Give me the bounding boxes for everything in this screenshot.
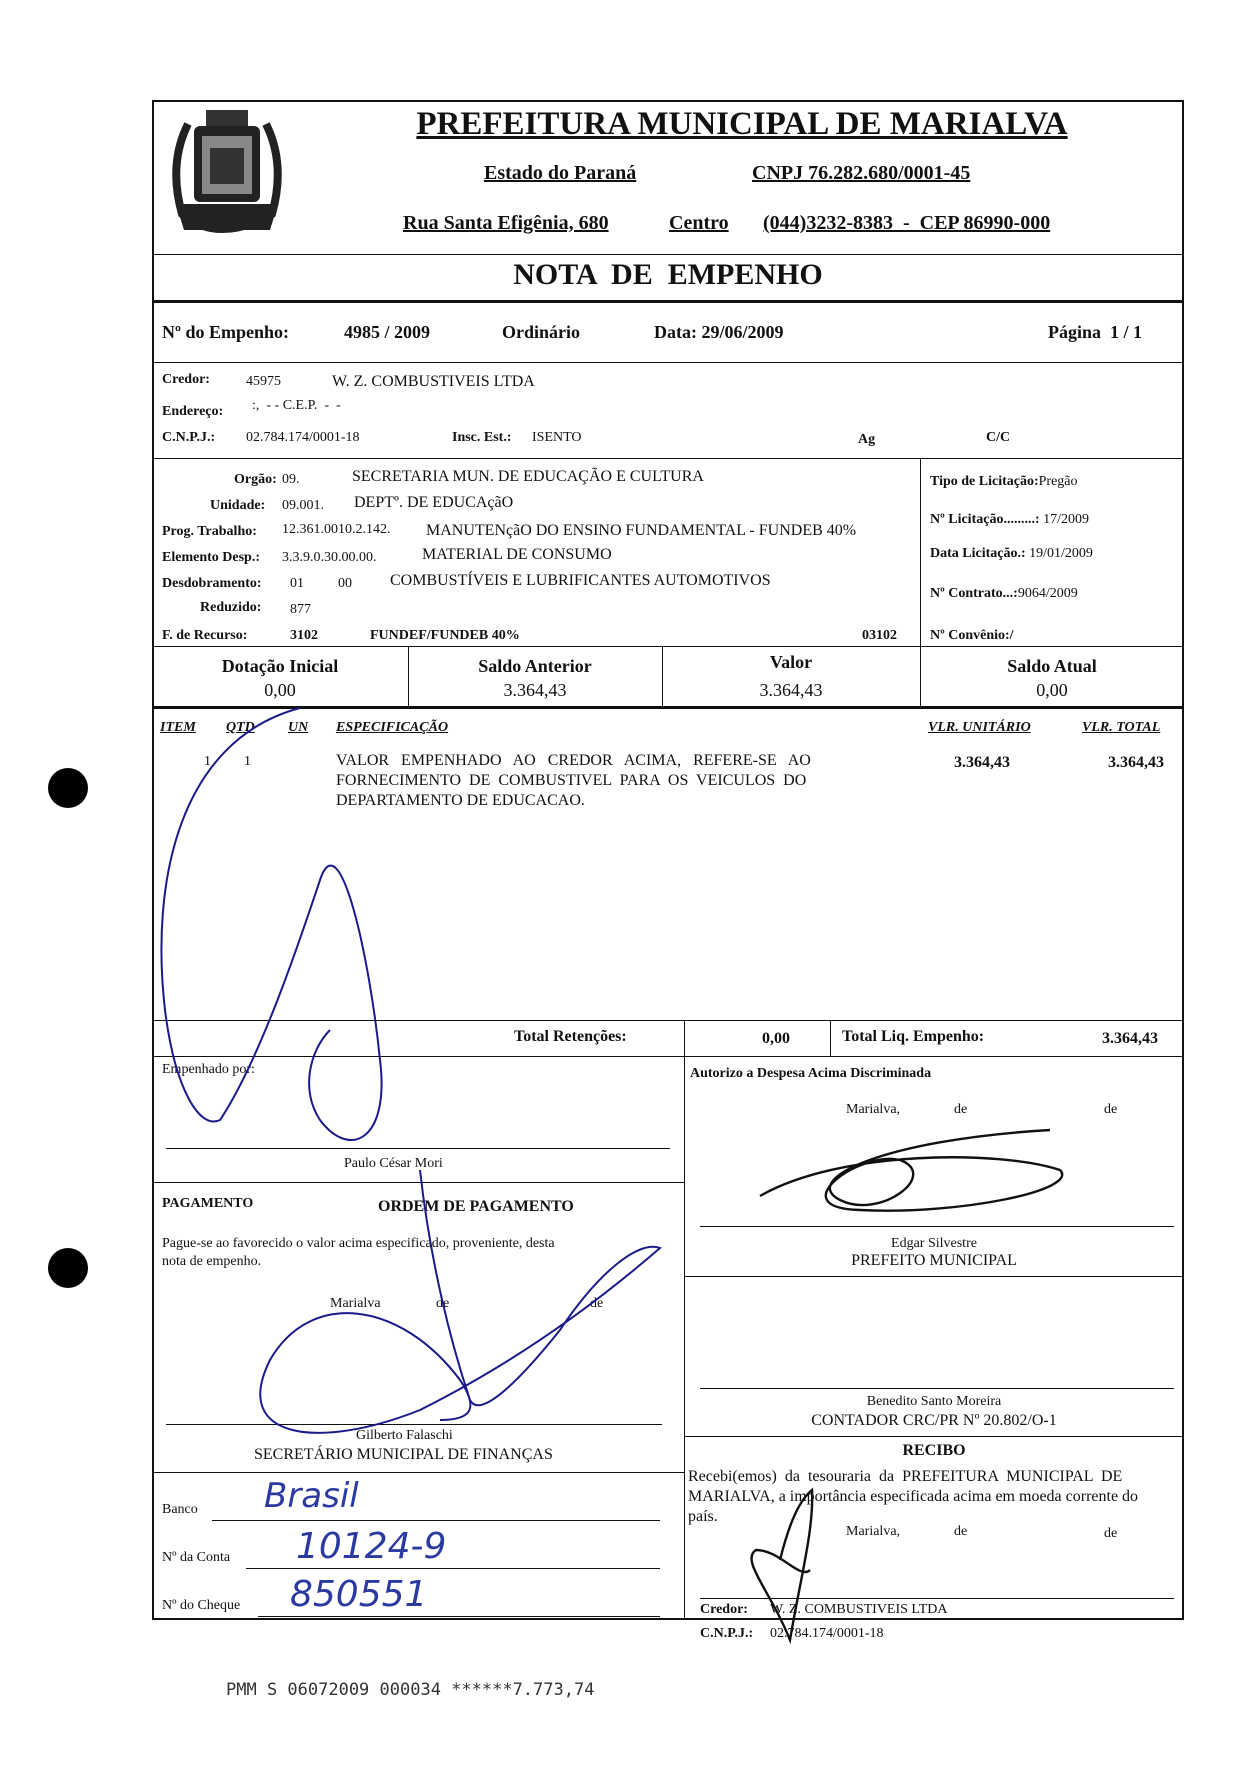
signature-secretario [260,1170,660,1433]
prog-label: Prog. Trabalho: [162,524,257,539]
unidade-label: Unidade: [210,498,266,513]
elemento-label: Elemento Desp.: [162,550,260,565]
endereco-label: Endereço: [162,404,224,419]
item-vlr-total: 3.364,43 [1108,754,1164,771]
fonte-recurso-name: FUNDEF/FUNDEB 40% [370,628,520,643]
dotacao-inicial-value: 0,00 [264,680,296,700]
orgao-label: Orgão: [234,472,277,487]
fonte-recurso-label: F. de Recurso: [162,628,248,643]
valor-label: Valor [769,652,813,672]
elemento-code: 3.3.9.0.30.00.00. [282,550,377,565]
recibo-text-line1: Recebi(emos) da tesouraria da PREFEITURA MUNICIPAL DE [688,1468,1123,1485]
item-vlr-unitario: 3.364,43 [954,754,1010,771]
col-item: ITEM [160,720,196,735]
header-title: PREFEITURA MUNICIPAL DE MARIALVA [416,106,1068,142]
item-number: 1 [204,754,211,769]
tipo-licitacao-value: Pregão [1038,474,1078,489]
saldo-anterior-label: Saldo Anterior [478,656,592,676]
item-spec-line3: DEPARTAMENTO DE EDUCACAO. [336,792,585,809]
prog-code: 12.361.0010.2.142. [282,522,391,537]
header-phone-cep: (044)3232-8383 - CEP 86990-000 [763,212,1051,234]
autorizo-city: Marialva, [846,1102,901,1117]
num-licitacao-label: Nº Licitação.........: [930,512,1040,527]
document-title: NOTA DE EMPENHO [513,258,823,291]
signature-prefeito [760,1130,1062,1211]
contador-name: Benedito Santo Moreira [866,1394,1002,1409]
unidade-code: 09.001. [282,498,324,513]
col-qtd: QTD [226,720,255,735]
contrato-label: Nº Contrato...: [930,586,1018,601]
autorizo-text: Autorizo a Despesa Acima Discriminada [690,1066,932,1081]
total-retencoes-value: 0,00 [762,1030,790,1047]
pagamento-title: PAGAMENTO [162,1196,254,1211]
credor-name: W. Z. COMBUSTIVEIS LTDA [332,373,535,390]
banco-value: Brasil [264,1476,359,1516]
desdobramento-name: COMBUSTÍVEIS E LUBRIFICANTES AUTOMOTIVOS [390,572,771,589]
recibo-credor-label: Credor: [700,1602,748,1617]
desdobramento-label: Desdobramento: [162,576,262,591]
recibo-title: RECIBO [902,1442,966,1459]
dotacao-inicial-label: Dotação Inicial [221,656,339,676]
footer-stamp: PMM S 06072009 000034 ******7.773,74 [226,1680,595,1700]
convenio: Nº Convênio:/ [930,628,1014,643]
prog-name: MANUTENçãO DO ENSINO FUNDAMENTAL - FUNDEB 40% [426,522,857,539]
empenho-number: 4985 / 2009 [344,322,431,342]
total-liq-value: 3.364,43 [1102,1030,1158,1047]
empenho-type: Ordinário [502,322,581,342]
saldo-anterior-value: 3.364,43 [503,680,567,700]
autorizo-de1: de [954,1102,968,1117]
autorizo-de2: de [1104,1102,1118,1117]
ag-label: Ag [858,432,876,447]
contrato-value: 9064/2009 [1017,586,1078,601]
saldo-atual-label: Saldo Atual [1007,656,1097,676]
secretario-name: Gilberto Falaschi [356,1428,453,1443]
recibo-city: Marialva, [846,1524,901,1539]
empenhado-por-label: Empenhado por: [162,1062,255,1077]
col-especificacao: ESPECIFICAÇÃO [336,720,449,735]
banco-label: Banco [162,1502,198,1517]
col-vlr-total: VLR. TOTAL [1082,720,1161,735]
cheque-value: 850551 [290,1574,428,1615]
cc-label: C/C [986,430,1011,445]
prefeito-title: PREFEITO MUNICIPAL [851,1252,1017,1269]
prefeito-name: Edgar Silvestre [891,1236,977,1251]
col-un: UN [288,720,309,735]
contador-title: CONTADOR CRC/PR Nº 20.802/O-1 [811,1412,1057,1429]
header-district: Centro [669,212,729,234]
fonte-recurso-code: 3102 [290,628,318,643]
conta-label: Nº da Conta [162,1550,231,1565]
credor-code: 45975 [246,374,281,389]
ordem-pagamento-title: ORDEM DE PAGAMENTO [378,1198,574,1215]
fonte-recurso-extra: 03102 [862,628,897,643]
recibo-cnpj-label: C.N.P.J.: [700,1626,754,1641]
saldo-atual-value: 0,00 [1036,680,1068,700]
col-vlr-unitario: VLR. UNITÁRIO [928,720,1031,735]
header-cnpj: CNPJ 76.282.680/0001-45 [752,162,971,184]
tipo-licitacao-label: Tipo de Licitação: [930,474,1039,489]
elemento-name: MATERIAL DE CONSUMO [422,546,612,563]
item-qtd: 1 [244,754,251,769]
endereco-value: :, - - C.E.P. - - [252,398,341,413]
total-retencoes-label: Total Retenções: [514,1028,627,1045]
recibo-credor-value: W. Z. COMBUSTIVEIS LTDA [770,1602,948,1617]
recibo-text-line3: país. [688,1508,718,1525]
cnpj-value: 02.784.174/0001-18 [246,430,360,445]
valor-value: 3.364,43 [759,680,823,700]
recibo-de2: de [1104,1526,1118,1541]
signature-empenhado [161,708,381,1140]
orgao-name: SECRETARIA MUN. DE EDUCAÇÃO E CULTURA [352,468,704,485]
cheque-label: Nº do Cheque [162,1598,241,1613]
data-licitacao-label: Data Licitação.: [930,546,1026,561]
insc-label: Insc. Est.: [452,430,512,445]
num-licitacao-value: 17/2009 [1043,512,1089,527]
pagamento-text-line1: Pague-se ao favorecido o valor acima especificado, proveniente, desta [162,1236,555,1251]
unidade-name: DEPTº. DE EDUCAçãO [354,494,514,511]
empenho-number-label: Nº do Empenho: [162,322,289,342]
empenho-date: Data: 29/06/2009 [654,322,784,342]
header-state: Estado do Paraná [484,162,637,184]
recibo-text-line2: MARIALVA, a importância especificada acima em moeda corrente do [688,1488,1139,1505]
signature-recibo [751,1490,812,1640]
pagamento-de2: de [590,1296,604,1311]
pagamento-text-line2: nota de empenho. [162,1254,262,1269]
conta-value: 10124-9 [296,1526,447,1567]
reduzido-label: Reduzido: [200,600,262,615]
credor-label: Credor: [162,372,210,387]
header-street: Rua Santa Efigênia, 680 [403,212,609,234]
item-spec-line1: VALOR EMPENHADO AO CREDOR ACIMA, REFERE-SE AO [336,752,811,769]
orgao-code: 09. [282,472,300,487]
pagamento-city: Marialva [330,1296,381,1311]
data-licitacao-value: 19/01/2009 [1029,546,1093,561]
cnpj-label: C.N.P.J.: [162,430,216,445]
total-liq-label: Total Liq. Empenho: [842,1028,985,1045]
reduzido-value: 877 [290,602,311,617]
empenho-page: Página 1 / 1 [1048,322,1143,342]
item-spec-line2: FORNECIMENTO DE COMBUSTIVEL PARA OS VEICULOS DO [336,772,807,789]
secretario-title: SECRETÁRIO MUNICIPAL DE FINANÇAS [254,1446,553,1463]
recibo-cnpj-value: 02.784.174/0001-18 [770,1626,884,1641]
empenhado-por-name: Paulo César Mori [344,1156,443,1171]
desdobramento-code1: 01 [290,576,304,591]
desdobramento-code2: 00 [338,576,352,591]
pagamento-de1: de [436,1296,450,1311]
recibo-de1: de [954,1524,968,1539]
insc-value: ISENTO [532,430,582,445]
